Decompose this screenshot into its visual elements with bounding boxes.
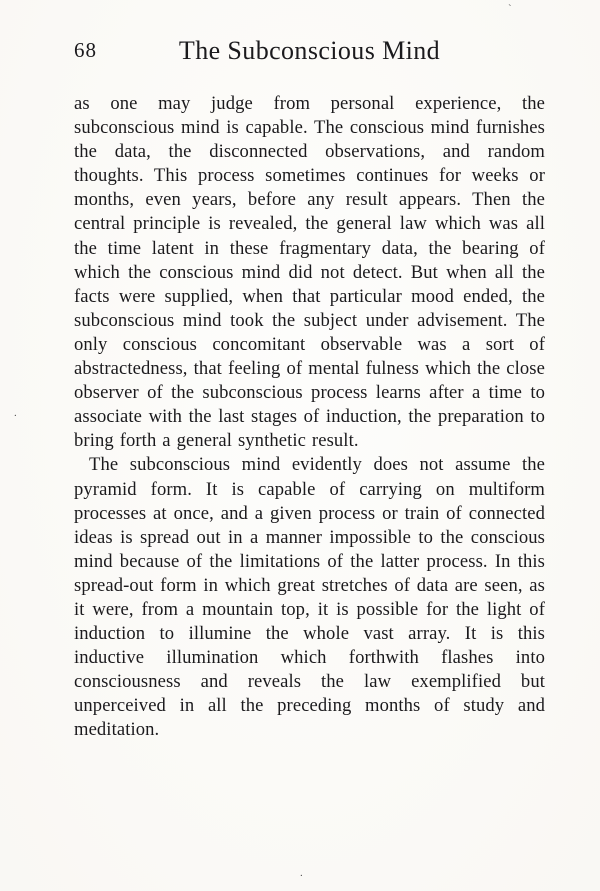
body-paragraph: The subconscious mind evidently does not assume the pyramid form. It is capable of carrying on multiform processes at once, and a given process or train of connected ideas is spread out in a manner impossible to the conscious mind because of the limitations of the latter process. In this spread-out form in which great stretches of data are seen, as it were, from a mountain top, it is possible for the light of induction to illumine the whole vast array. It is this inductive illumination which forthwith flashes into consciousness and reveals the law exemplified but unperceived in all the preceding months of study and meditation. (74, 454, 545, 741)
page-body (74, 92, 545, 743)
scan-artifact-dot: . (14, 407, 17, 419)
body-paragraph: as one may judge from personal experience, the subconscious mind is capable. The conscious mind furnishes the data, the disconnected observations, and random thoughts. This process sometimes continues for weeks or months, even years, before any result appears. Then the central principle is revealed, the general law which was all the time latent in these fragmentary data, the bearing of which the conscious mind did not detect. But when all the facts were supplied, when that particular mood ended, the subconscious mind took the subject under advisement. The only conscious concomitant observable was a sort of abstractedness, that feeling of mental fulness which the close observer of the subconscious process learns after a time to associate with the last stages of induction, the preparation to bring forth a general synthetic result. (74, 93, 545, 452)
scan-artifact-dot: . (300, 867, 303, 879)
running-title: The Subconscious Mind (178, 36, 441, 65)
page-number: 68 (74, 38, 97, 62)
page-header (74, 34, 545, 68)
scan-artifact-mark: ˋ (508, 3, 512, 15)
